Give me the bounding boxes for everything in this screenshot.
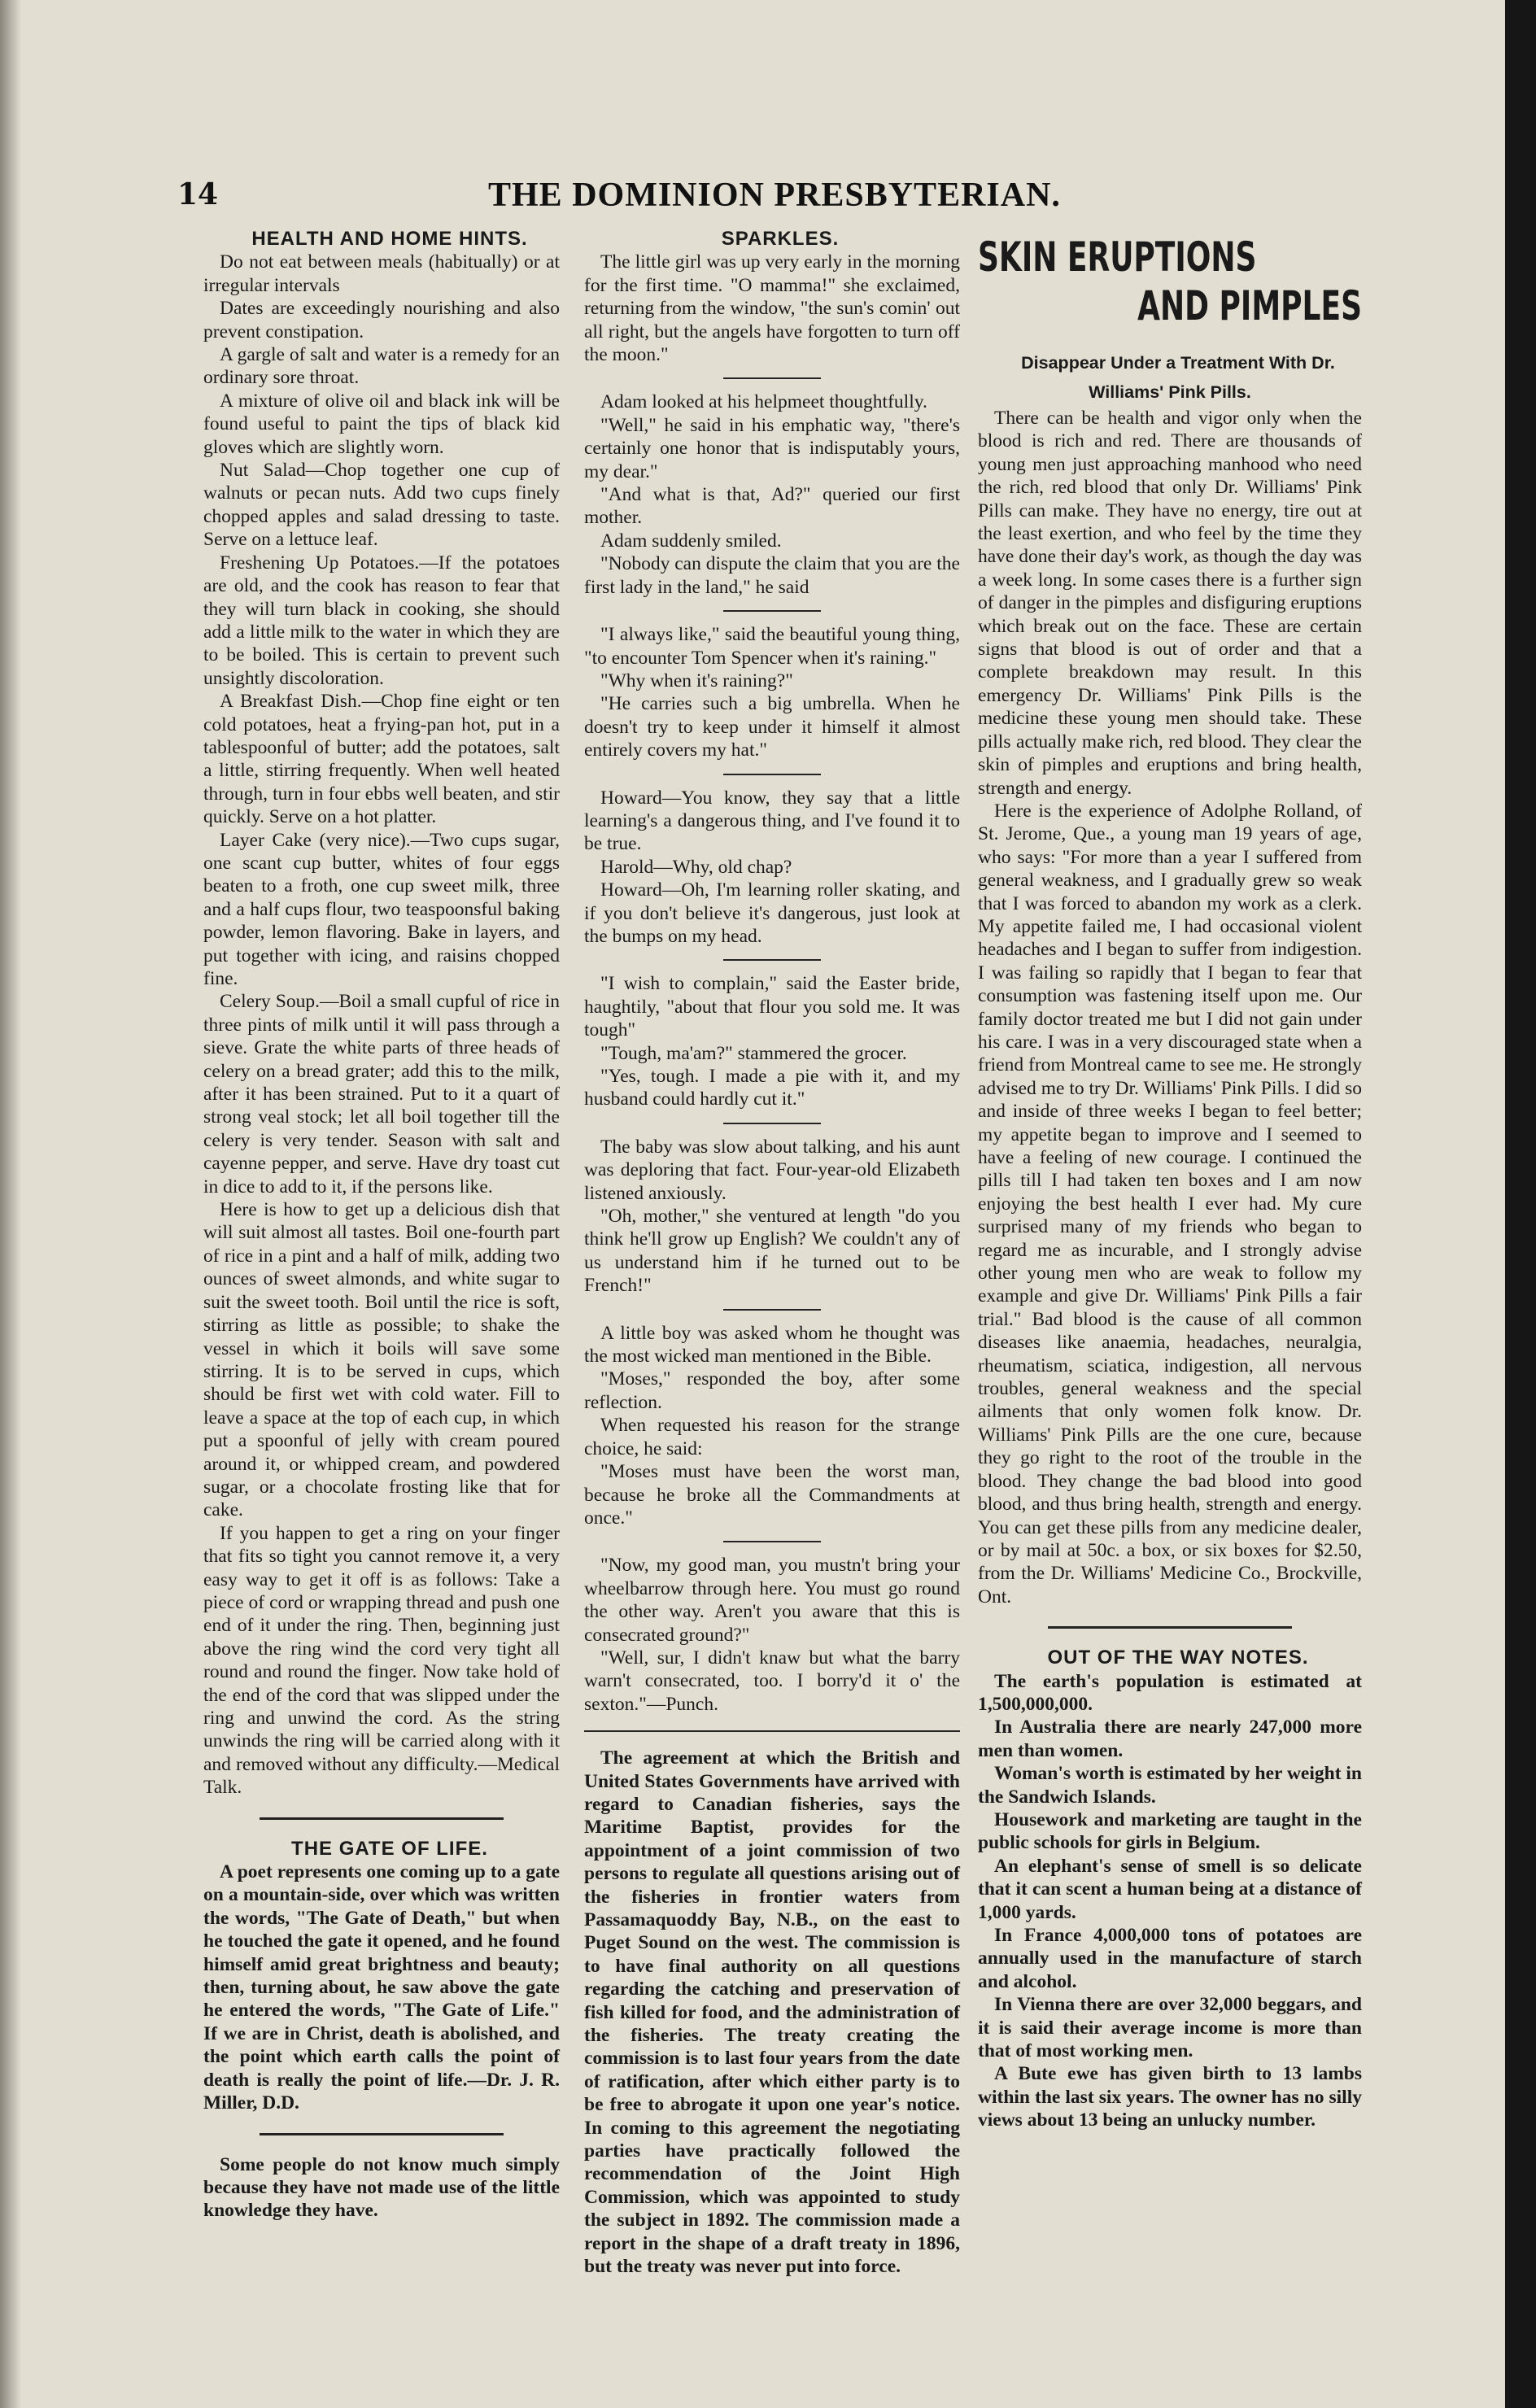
sparkle-paragraph: Adam suddenly smiled. [600, 530, 782, 552]
item-divider [723, 959, 821, 961]
sparkle-paragraph: Adam looked at his helpmeet thoughtfully. [600, 391, 927, 413]
sparkle-paragraph: "Well," he said in his emphatic way, "there's certainly one honor that is indisputably yours, my dear." [584, 414, 960, 482]
sparkles-heading: SPARKLES. [721, 228, 840, 250]
sparkle-paragraph: Harold—Why, old chap? [600, 856, 792, 878]
note-item: A Bute ewe has given birth to 13 lambs within the last six years. The owner has no silly views about 13 being an unlucky number. [978, 2063, 1362, 2131]
sparkle-paragraph: The little girl was up very early in the morning for the first time. "O mamma!" she exclaimed, returning from the window, "the sun's comin' out all right, but the angels have forgotten to turn off the moon." [584, 251, 960, 366]
item-divider [723, 1309, 821, 1311]
column-sparkles [584, 228, 960, 2279]
item-divider [723, 1541, 821, 1542]
newspaper-title: THE DOMINION PRESBYTERIAN. [488, 177, 1061, 214]
health-hint: If you happen to get a ring on your finger that fits so tight you cannot remove it, a very easy way to get it off is as follows: Take a piece of cord or wrapping thread and push one end of it under the ring. Then, beginning just above the ring wind the cord very tight all round and round the finger. Now take hold of the end of the cord that was slipped under the ring and unwind the cord. As the string unwinds the ring will be carried along with it and removed without any difficulty.—Medical Talk. [203, 1522, 560, 1799]
gate-of-life-text: A poet represents one coming up to a gate on a mountain-side, over which was written the words, "The Gate of Death," but when he touched the gate it opened, and he found himself amid great brightness and beauty; then, turning about, he saw above the gate he entered the words, "The Gate of Life." If we are in Christ, death is abolished, and the point which earth calls the point of death is really the point of life.—Dr. J. R. Miller, D.D. [203, 1861, 560, 2114]
sparkle-paragraph: "Moses," responded the boy, after some reflection. [584, 1368, 960, 1413]
sparkle-paragraph: A little boy was asked whom he thought was the most wicked man mentioned in the Bible. [584, 1322, 960, 1368]
note-item: In Australia there are nearly 247,000 more men than women. [978, 1717, 1362, 1761]
note-item: An elephant's sense of smell is so delicate that it can scent a human being at a distance of 1,000 yards. [978, 1855, 1362, 1923]
scan-border [1505, 0, 1536, 2408]
item-divider [723, 774, 821, 775]
health-hint: Freshening Up Potatoes.—If the potatoes are old, and the cook has reason to fear that they will turn black in cooking, she should add a little milk to the water in which they are to be boiled. This is certain to prevent such unsightly discoloration. [203, 552, 560, 689]
ad-paragraph: Here is the experience of Adolphe Rolland, of St. Jerome, Que., a young man 19 years of age, who says: "For more than a year I suffered from general weakness, and I gradually grew so weak that I was forced to abandon my work as a clerk. My appetite failed me, I had occasional violent headaches and I began to suffer from indigestion. I was failing so rapidly that I began to fear that consumption was fastening itself upon me. Our family doctor treated me but I did not gain under his care. I was in a very discouraged state when a friend from Montreal came to see me. He strongly advised me to try Dr. Williams' Pink Pills. I did so and inside of three weeks I began to feel better; my appetite began to improve and I seemed to have a feeling of new courage. I continued the pills till I had taken ten boxes and I am now enjoying the best health I ever had. My cure surprised many of my friends who began to regard me as incurable, and I strongly advise other young men who are weak to follow my example and give Dr. Williams' Pink Pills a fair trial." Bad blood is the cause of all common diseases like anaemia, headaches, neuralgia, rheumatism, sciatica, indigestion, all nervous troubles, general weakness and the special ailments that only women folk know. Dr. Williams' Pink Pills are the one cure, because they go right to the root of the trouble in the blood. They change the bad blood into good blood, and thus bring health, strength and energy. You can get these pills from any medicine dealer, or by mail at 50c. a box, or six boxes for $2.50, from the Dr. Williams' Medicine Co., Brockville, Ont. [978, 800, 1362, 1608]
sparkle-paragraph: "Moses must have been the worst man, because he broke all the Commandments at once." [584, 1461, 960, 1529]
sparkle-paragraph: "I wish to complain," said the Easter bride, haughtily, "about that flour you sold me. It was tough" [584, 973, 960, 1041]
item-divider [723, 610, 821, 612]
section-divider [260, 2133, 504, 2135]
sparkle-paragraph: When requested his reason for the strange choice, he said: [584, 1415, 960, 1459]
item-divider [723, 377, 821, 379]
sparkle-paragraph: "Yes, tough. I made a pie with it, and my husband could hardly cut it." [584, 1066, 960, 1110]
ad-headline-line1: SKIN ERUPTIONS [978, 233, 1257, 281]
note-item: Woman's worth is estimated by her weight in the Sandwich Islands. [978, 1763, 1362, 1808]
sparkle-paragraph: "He carries such a big umbrella. When he doesn't try to keep under it himself it almost entirely covers my hat." [584, 693, 960, 761]
sparkle-paragraph: "Tough, ma'am?" stammered the grocer. [600, 1042, 907, 1064]
health-hint: Do not eat between meals (habitually) or at irregular intervals [203, 251, 560, 296]
health-heading: HEALTH AND HOME HINTS. [251, 228, 528, 250]
sparkle-paragraph: Howard—Oh, I'm learning roller skating, and if you don't believe it's dangerous, just look at the bumps on my head. [584, 879, 960, 947]
page-edge-shadow [0, 0, 21, 2408]
sparkle-paragraph: "Well, sur, I didn't knaw but what the barry warn't consecrated, too. I borry'd it o' the sexton."—Punch. [584, 1647, 960, 1715]
masthead [0, 177, 1505, 218]
closing-paragraph: Some people do not know much simply because they have not made use of the little knowledge they have. [203, 2153, 560, 2222]
health-hint: A gargle of salt and water is a remedy for an ordinary sore throat. [203, 344, 560, 389]
sparkle-paragraph: "Oh, mother," she ventured at length "do you think he'll grow up English? We couldn't any of us understand him if he turned out to be French!" [584, 1206, 960, 1297]
fisheries-article: The agreement at which the British and United States Governments have arrived with regard to Canadian fisheries, says the Maritime Baptist, provides for the appointment of a joint commission of two persons to regulate all questions arising out of the fisheries in frontier waters from Passamaquoddy Bay, N.B., on the east to Puget Sound on the west. The commission is to have final authority on all questions regarding the catching and preservation of fish killed for food, and the administration of the fisheries. The treaty creating the commission is to last four years from the date of ratification, after which either party is to be free to abrogate it upon one year's notice. In coming to this agreement the negotiating parties have practically followed the recommendation of the Joint High Commission, which was appointed to study the subject in 1892. The commission made a report in the shape of a draft treaty in 1896, but the treaty was never put into force. [584, 1747, 960, 2278]
note-item: Housework and marketing are taught in the public schools for girls in Belgium. [978, 1808, 1362, 1854]
notes-heading: OUT OF THE WAY NOTES. [1047, 1647, 1309, 1669]
note-item: In France 4,000,000 tons of potatoes are annually used in the manufacture of starch and alcohol. [978, 1925, 1362, 1992]
section-divider [260, 1817, 504, 1820]
gate-of-life-heading: THE GATE OF LIFE. [291, 1837, 488, 1860]
health-hint: Celery Soup.—Boil a small cupful of rice in three pints of milk until it will pass through a sieve. Grate the white parts of three heads of celery on a bread grater; add this to the milk, after it has been strained. Put to it a quart of strong veal stock; let all boil together till the celery is very tender. Season with salt and cayenne pepper, and serve. Have dry toast cut in dice to add to it, if the persons like. [203, 991, 560, 1197]
sparkle-paragraph: Howard—You know, they say that a little learning's a dangerous thing, and I've found it to be true. [584, 787, 960, 855]
sparkle-paragraph: "Nobody can dispute the claim that you are the first lady in the land," he said [584, 553, 960, 598]
section-divider [584, 1730, 960, 1732]
item-divider [723, 1123, 821, 1124]
page-number: 14 [177, 177, 219, 212]
health-hint: Nut Salad—Chop together one cup of walnuts or pecan nuts. Add two cups finely chopped apples and salad dressing to taste. Serve on a lettuce leaf. [203, 460, 560, 551]
health-hint: A Breakfast Dish.—Chop fine eight or ten cold potatoes, heat a frying-pan hot, put in a tablespoonful of butter; add the potatoes, salt a little, stirring frequently. When well heated through, turn in four ebbs well beaten, and stir quickly. Serve on a hot platter. [203, 691, 560, 828]
health-hint: Dates are exceedingly nourishing and also prevent constipation. [203, 298, 560, 342]
ad-headline-line2: AND PIMPLES [1137, 282, 1362, 329]
column-pink-pills-and-notes [978, 228, 1362, 2132]
health-hint: A mixture of olive oil and black ink will be found useful to paint the tips of black kid gloves which are slightly worn. [203, 390, 560, 458]
sparkle-paragraph: "Why when it's raining?" [600, 670, 793, 691]
column-health-and-home [203, 228, 560, 2223]
health-hint: Here is how to get up a delicious dish that will suit almost all tastes. Boil one-fourth part of rice in a pint and a half of milk, adding two ounces of sweet almonds, and white sugar to suit the sweet tooth. Boil until the rice is soft, stirring as little as possible; to shake the vessel in which it boils will save some stirring. It is to be served in cups, which should be first wet with cold water. Fill to leave a space at the top of each cup, in which put a spoonful of jelly with cream poured around it, or whipped cream, and powdered sugar, or a chocolate frosting like that for cake. [203, 1199, 560, 1521]
ad-subheadline: Disappear Under a Treatment With Dr. Williams' Pink Pills. [1021, 353, 1335, 402]
section-divider [1048, 1626, 1292, 1629]
health-hint: Layer Cake (very nice).—Two cups sugar, one scant cup butter, whites of four eggs beaten to a froth, one cup sweet milk, three and a half cups flour, two teaspoonsful baking powder, lemon flavoring. Bake in layers, and put together with icing, and raisins chopped fine. [203, 829, 560, 989]
note-item: The earth's population is estimated at 1,500,000,000. [978, 1670, 1362, 1715]
note-item: In Vienna there are over 32,000 beggars, and it is said their average income is more than that of most working men. [978, 1994, 1362, 2062]
sparkle-paragraph: "And what is that, Ad?" queried our first mother. [584, 484, 960, 529]
ad-paragraph: There can be health and vigor only when the blood is rich and red. There are thousands of young men just approaching manhood who need the rich, red blood that only Dr. Williams' Pink Pills can make. They have no energy, tire out at the least exertion, and who feel by the time they have done their day's work, as though the day was a week long. In some cases there is a further sign of danger in the pimples and disfiguring eruptions which break out on the face. These are certain signs that blood is out of order and that a complete breakdown may result. In this emergency Dr. Williams' Pink Pills is the medicine these young men should take. These pills actually make rich, red blood. They clear the skin of pimples and eruptions and bring health, strength and energy. [978, 408, 1362, 799]
sparkle-paragraph: "Now, my good man, you mustn't bring your wheelbarrow through here. You must go round the other way. Aren't you aware that this is consecrated ground?" [584, 1555, 960, 1646]
sparkle-paragraph: The baby was slow about talking, and his aunt was deploring that fact. Four-year-old Elizabeth listened anxiously. [584, 1136, 960, 1204]
sparkle-paragraph: "I always like," said the beautiful young thing, "to encounter Tom Spencer when it's raining." [584, 624, 960, 669]
